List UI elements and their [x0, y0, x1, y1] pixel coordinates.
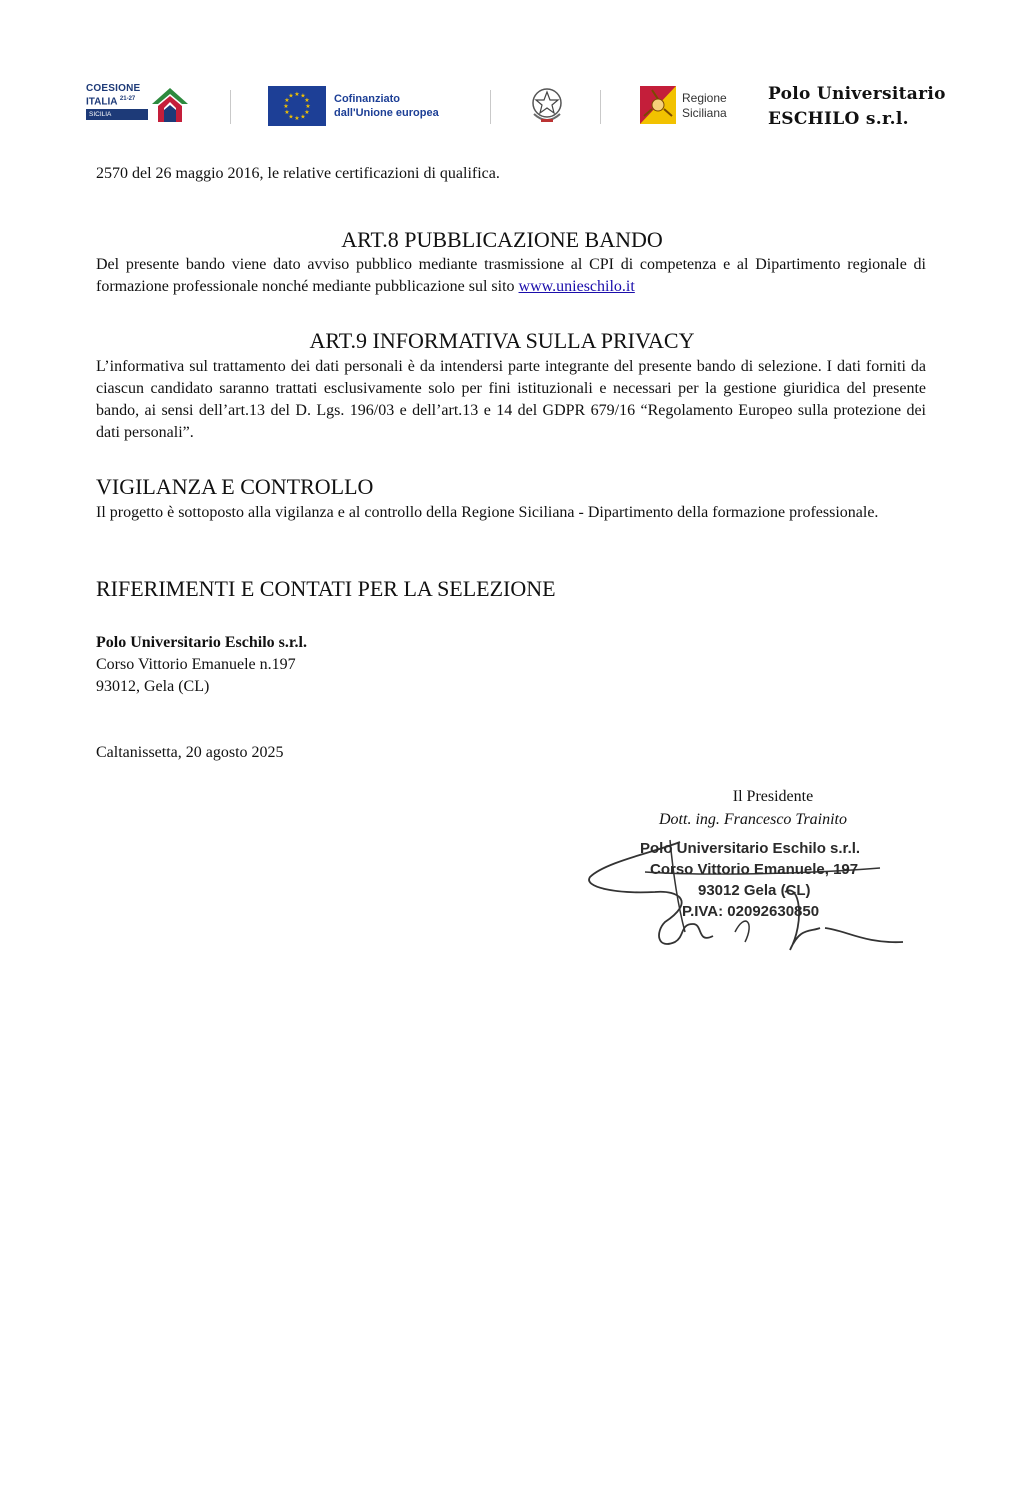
- svg-text:★: ★: [294, 115, 300, 122]
- eu-flag-icon: [268, 86, 326, 126]
- vigilanza-heading: VIGILANZA E CONTROLLO: [96, 474, 374, 499]
- divider: [230, 90, 231, 124]
- svg-text:★: ★: [284, 109, 290, 116]
- regione-caption: Regione Siciliana: [682, 91, 727, 120]
- riferimenti-heading: RIFERIMENTI E CONTATI PER LA SELEZIONE: [96, 576, 556, 601]
- coesione-arrow-icon: [148, 84, 192, 124]
- eu-caption: Cofinanziato dall'Unione europea: [334, 93, 439, 119]
- intro-text: 2570 del 26 maggio 2016, le relative certificazioni di qualifica.: [96, 165, 500, 182]
- svg-text:★: ★: [288, 92, 294, 100]
- stamp-line: Corso Vittorio Emanuele, 197: [650, 861, 859, 878]
- art9-heading: ART.9 INFORMATIVA SULLA PRIVACY: [309, 328, 695, 353]
- art9-body: L’informativa sul trattamento dei dati personali è da intendersi parte integrante del presente bando di selezione. I dati forniti da ciascun candidato saranno trattati esclusivamente solo per fini istituzionali e necessari per la gestione giuridica del presente bando, ai sensi dell’art.13 del D. Lgs. 196/03 e dell’art.13 e 14 del GDPR 679/16 “Regolamento Europeo sulla protezione dei dati personali”.: [96, 358, 926, 441]
- art8-body: Del presente bando viene dato avviso pubblico mediante trasmissione al CPI di competenza e al Dipartimento regionale di formazione professionale nonché mediante pubblicazione sul sito www.unieschilo.it: [96, 256, 926, 295]
- sicily-trinacria-icon: [640, 86, 676, 124]
- stamp-line: P.IVA: 02092630850: [682, 903, 820, 920]
- signatory-name: Dott. ing. Francesco Trainito: [659, 811, 847, 828]
- page-header: [80, 80, 980, 132]
- company-stamp: [640, 838, 860, 922]
- contact-address: Corso Vittorio Emanuele n.197: [96, 656, 296, 673]
- coesione-subtitle: ITALIA $^{21-27}$: [86, 96, 136, 108]
- contact-city: 93012, Gela (CL): [96, 678, 210, 695]
- svg-text:★: ★: [288, 113, 294, 121]
- art8-heading: ART.8 PUBBLICAZIONE BANDO: [341, 227, 663, 252]
- stamp-line: 93012 Gela (CL): [698, 882, 811, 899]
- regione-logo: [640, 84, 750, 128]
- website-link[interactable]: www.unieschilo.it: [518, 278, 635, 295]
- document-date: Caltanissetta, 20 agosto 2025: [96, 744, 284, 761]
- svg-text:★: ★: [304, 109, 310, 116]
- svg-text:★: ★: [284, 97, 290, 104]
- eu-logo: [268, 86, 478, 126]
- vigilanza-body: Il progetto è sottoposto alla vigilanza e al controllo della Regione Siciliana - Dipartimento della formazione professionale.: [96, 504, 879, 521]
- stamp-line: Polo Universitario Eschilo s.r.l.: [640, 840, 861, 857]
- organization-name: Polo Universitario ESCHILO s.r.l.: [768, 84, 946, 129]
- coesione-region: SICILIA: [86, 109, 148, 120]
- svg-text:★: ★: [305, 103, 311, 110]
- italian-emblem-icon: [528, 84, 566, 126]
- coesione-logo: [86, 80, 192, 128]
- svg-text:★: ★: [304, 97, 310, 104]
- svg-text:★: ★: [300, 113, 306, 121]
- contact-name: Polo Universitario Eschilo s.r.l.: [96, 634, 307, 651]
- signatory-title: Il Presidente: [732, 788, 814, 805]
- svg-text:★: ★: [300, 92, 306, 100]
- svg-text:★: ★: [294, 91, 300, 98]
- coesione-title: COESIONE: [86, 83, 141, 94]
- svg-text:★: ★: [283, 103, 289, 110]
- divider: [490, 90, 491, 124]
- divider: [600, 90, 601, 124]
